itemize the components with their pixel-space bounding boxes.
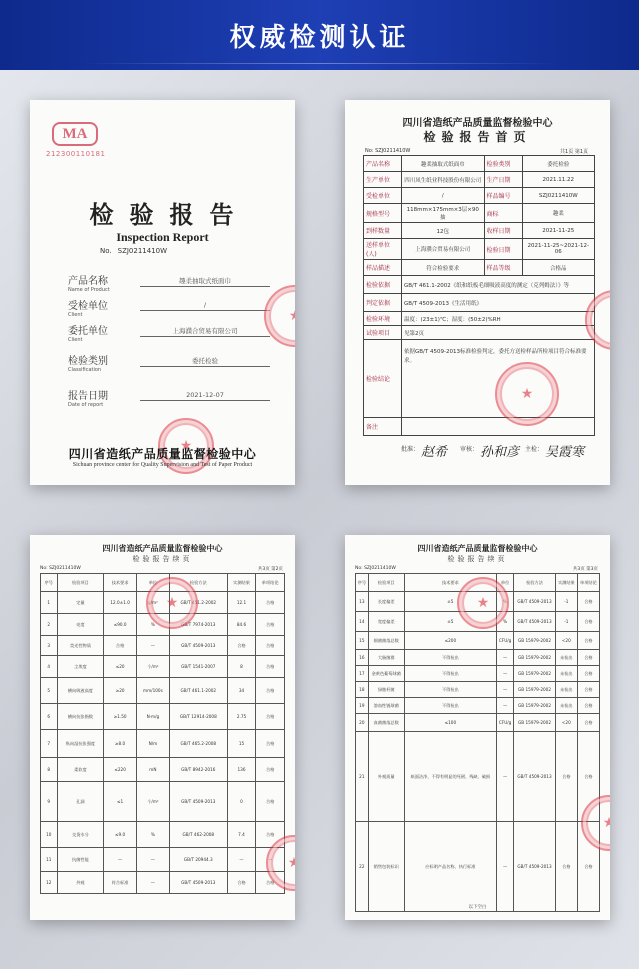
table-cell: GB/T 4509-2013 xyxy=(169,636,227,656)
table-cell: N/m xyxy=(136,730,169,758)
table-cell: 19 xyxy=(356,698,369,714)
table-cell: GB/T 7974-2013 xyxy=(169,614,227,636)
table-cell: — xyxy=(496,682,513,698)
table-row xyxy=(364,223,595,239)
table-cell: GB/T 4509-2013 xyxy=(169,782,227,822)
column-header: 序号 xyxy=(41,574,58,592)
table-cell: 亮度 xyxy=(57,614,104,636)
report-no: SZJ0211410W xyxy=(117,247,168,255)
field-classification xyxy=(68,352,268,373)
column-header: 检验方法 xyxy=(514,574,556,592)
table-cell: ≥20 xyxy=(104,678,137,704)
table-cell: 细菌菌落总数 xyxy=(368,632,404,650)
field-label-en: Client xyxy=(68,337,83,343)
table-row xyxy=(364,418,595,436)
cell-key: 生产日期 xyxy=(484,172,522,188)
column-header: 检验方法 xyxy=(169,574,227,592)
table-row xyxy=(41,782,285,822)
cell-value: 四川凤生纸业科技股份有限公司 xyxy=(402,172,485,188)
table-cell: 合格 xyxy=(577,822,599,912)
table-cell: GB 15979-2002 xyxy=(514,682,556,698)
table-cell: 合格 xyxy=(256,704,285,730)
table-row xyxy=(364,239,595,260)
table-cell: 外观 xyxy=(57,872,104,894)
table-cell: — xyxy=(136,636,169,656)
table-row xyxy=(41,848,285,872)
table-cell: ≥1.50 xyxy=(104,704,137,730)
table-cell: 销售包装标识 xyxy=(368,822,404,912)
cover-org-en: Sichuan province center for Quality Supervision and Test of Paper Product xyxy=(72,462,253,468)
table-row xyxy=(41,656,285,678)
field-label: 检验类别 xyxy=(68,356,108,367)
cell-value: 上海濮合贸易有限公司 xyxy=(402,239,485,260)
table-cell: 孔洞 xyxy=(57,782,104,822)
cover-report-no xyxy=(100,247,167,255)
table-cell: 长度偏差 xyxy=(368,592,404,612)
field-value: 委托检验 xyxy=(140,356,270,367)
table-cell: 合格 xyxy=(577,650,599,666)
table-cell: ≤20 xyxy=(104,656,137,678)
table-row xyxy=(356,666,600,682)
table-cell: 真菌菌落总数 xyxy=(368,714,404,732)
table-cell: 21 xyxy=(356,732,369,822)
table-cell: GB/T 465.2-2008 xyxy=(169,730,227,758)
table-row xyxy=(356,714,600,732)
table-cell: — xyxy=(496,698,513,714)
front-info-table xyxy=(363,155,595,436)
results-title: 四川省造纸产品质量监督检验中心 xyxy=(102,544,223,553)
table-cell: GB/T 12914-2008 xyxy=(169,704,227,730)
table-cell: % xyxy=(136,822,169,848)
cell-key: 生产单位 xyxy=(364,172,402,188)
cell-key: 判定依据 xyxy=(364,294,402,312)
table-cell: GB 15979-2002 xyxy=(514,698,556,714)
table-cell: — xyxy=(227,848,256,872)
red-seal xyxy=(457,577,509,629)
cma-number: 212300110181 xyxy=(46,150,106,158)
table-cell: 不得检出 xyxy=(404,650,496,666)
table-cell: 合格 xyxy=(104,636,137,656)
table-cell: 8 xyxy=(227,656,256,678)
table-cell: N·m/g xyxy=(136,704,169,730)
cell-value: / xyxy=(402,188,485,204)
cell-key: 样品编号 xyxy=(484,188,522,204)
table-cell: ≤220 xyxy=(104,758,137,782)
cell-key: 检验日期 xyxy=(484,239,522,260)
field-value: 2021-12-07 xyxy=(140,391,270,401)
table-cell: % xyxy=(136,614,169,636)
table-cell: % xyxy=(496,612,513,632)
table-cell: 4 xyxy=(41,656,58,678)
table-cell: GB/T 4509-2013 xyxy=(514,822,556,912)
table-row xyxy=(41,704,285,730)
table-cell: 合格 xyxy=(256,636,285,656)
table-cell: 金黄色葡萄球菌 xyxy=(368,666,404,682)
table-row xyxy=(364,156,595,172)
table-row xyxy=(364,204,595,223)
table-cell: <20 xyxy=(555,714,577,732)
table-cell: 136 xyxy=(227,758,256,782)
table-row xyxy=(41,678,285,704)
table-cell: g/m² xyxy=(136,592,169,614)
table-cell: CFU/g xyxy=(496,714,513,732)
cell-key: 检验依据 xyxy=(364,276,402,294)
cell-key: 检验环境 xyxy=(364,312,402,326)
table-cell: ≤100 xyxy=(404,714,496,732)
cell-value: 趣柔 xyxy=(522,204,594,223)
table-cell: 合格 xyxy=(555,822,577,912)
table-cell: 未检出 xyxy=(555,666,577,682)
table-cell: 合格 xyxy=(555,732,577,822)
table-cell: 合格 xyxy=(577,632,599,650)
table-row xyxy=(364,340,595,418)
table-cell: 不得检出 xyxy=(404,682,496,698)
table-cell: 84.6 xyxy=(227,614,256,636)
results-page-count: 共3页 第3页 xyxy=(572,567,598,572)
cell-key: 试验项目 xyxy=(364,326,402,340)
table-cell: 合格 xyxy=(227,636,256,656)
field-label: 受检单位 xyxy=(68,301,108,312)
table-cell: 未检出 xyxy=(555,698,577,714)
cell-value: 118mm×175mm×3层×90抽 xyxy=(402,204,485,223)
table-row xyxy=(41,758,285,782)
table-cell: — xyxy=(496,732,513,822)
results-subtitle: 检验报告续页 xyxy=(132,555,193,563)
table-cell: 定量 xyxy=(57,592,104,614)
table-row xyxy=(364,326,595,340)
table-row xyxy=(41,636,285,656)
table-cell: 15 xyxy=(227,730,256,758)
table-cell: GB/T 4509-2013 xyxy=(514,732,556,822)
results-report-no: No: SZJ0211410W xyxy=(40,566,81,571)
table-cell: 12.0±1.0 xyxy=(104,592,137,614)
cell-value: 2021-11-25~2021-12-06 xyxy=(522,239,594,260)
front-report-no: No: SZJ0211410W xyxy=(365,148,411,154)
table-cell: 12 xyxy=(41,872,58,894)
table-cell: — xyxy=(136,848,169,872)
table-row xyxy=(356,822,600,912)
table-cell: 18 xyxy=(356,682,369,698)
table-cell: 17 xyxy=(356,666,369,682)
cell-key: 受检单位 xyxy=(364,188,402,204)
table-cell: GB/T 20944.3 xyxy=(169,848,227,872)
column-header: 序号 xyxy=(356,574,369,592)
cell-value: 依据GB/T 4509-2013标准检验判定，委托方送检样品所检项目符合标准要求。 xyxy=(402,340,595,418)
front-title: 四川省造纸产品质量监督检验中心 xyxy=(402,118,553,129)
table-cell: 合格 xyxy=(256,782,285,822)
signature-approver: 赵希 xyxy=(421,445,448,460)
results-subtitle: 检验报告续页 xyxy=(447,555,508,563)
table-cell: -1 xyxy=(555,592,577,612)
table-row xyxy=(364,260,595,276)
table-row xyxy=(364,172,595,188)
table-cell: 荧光性物质 xyxy=(57,636,104,656)
table-cell: — xyxy=(496,650,513,666)
column-header: 实测结果 xyxy=(227,574,256,592)
field-value: 趣柔抽取式纸面巾 xyxy=(140,276,270,287)
table-cell: 16 xyxy=(356,650,369,666)
table-cell: 溶血性链球菌 xyxy=(368,698,404,714)
table-cell: GB/T 4509-2013 xyxy=(514,612,556,632)
front-subtitle: 检验报告首页 xyxy=(423,130,532,144)
field-inspected-unit xyxy=(68,297,268,318)
table-cell: 合格 xyxy=(577,682,599,698)
results-title: 四川省造纸产品质量监督检验中心 xyxy=(417,544,538,553)
table-cell: — xyxy=(496,822,513,912)
field-client xyxy=(68,322,268,343)
field-label-en: Name of Product xyxy=(68,287,110,293)
signature-reviewer: 孙和彦 xyxy=(480,445,520,460)
table-cell: 8 xyxy=(41,758,58,782)
field-label: 委托单位 xyxy=(68,326,108,337)
field-product xyxy=(68,272,268,293)
cell-value: 2021-11-25 xyxy=(522,223,594,239)
table-cell: — xyxy=(496,666,513,682)
column-header: 技术要求 xyxy=(104,574,137,592)
table-cell: -1 xyxy=(555,612,577,632)
table-cell: 合格 xyxy=(256,678,285,704)
table-cell: 外观质量 xyxy=(368,732,404,822)
table-cell: ≤9.0 xyxy=(104,822,137,848)
table-cell: ≤200 xyxy=(404,632,496,650)
table-cell: 未检出 xyxy=(555,650,577,666)
cell-value: 12包 xyxy=(402,223,485,239)
table-cell: 34 xyxy=(227,678,256,704)
table-cell: ≥8.0 xyxy=(104,730,137,758)
signature-inspector: 吴霞寒 xyxy=(545,445,585,460)
cell-key: 到样数量 xyxy=(364,223,402,239)
table-cell: 合格 xyxy=(227,872,256,894)
table-cell: ±5 xyxy=(404,612,496,632)
table-cell: 柔软度 xyxy=(57,758,104,782)
table-cell: GB 15979-2002 xyxy=(514,666,556,682)
table-row xyxy=(364,276,595,294)
table-cell: 2 xyxy=(41,614,58,636)
table-cell: — xyxy=(136,872,169,894)
table-cell: 纵向湿抗张强度 xyxy=(57,730,104,758)
cover-org: 四川省造纸产品质量监督检验中心 xyxy=(68,447,257,461)
cell-value: GB/T 461.1-2002《纸和纸板毛细吸液高度的测定（克列姆法）》等 xyxy=(402,276,595,294)
table-cell: ≤1 xyxy=(104,782,137,822)
cell-key: 检验类别 xyxy=(484,156,522,172)
table-cell: 13 xyxy=(356,592,369,612)
table-cell: 3 xyxy=(41,636,58,656)
sign-label: 批准： xyxy=(401,446,420,453)
table-cell: 20 xyxy=(356,714,369,732)
table-row xyxy=(356,698,600,714)
column-header: 单项结论 xyxy=(256,574,285,592)
table-cell: — xyxy=(256,848,285,872)
table-cell: GB/T 4509-2013 xyxy=(514,592,556,612)
table-cell: 合格 xyxy=(577,666,599,682)
cell-key: 样品等级 xyxy=(484,260,522,276)
column-header: 实测结果 xyxy=(555,574,577,592)
field-label-en: Date of report xyxy=(68,402,104,408)
table-cell: 合格 xyxy=(256,872,285,894)
cell-value xyxy=(402,418,595,436)
column-header: 单项结论 xyxy=(577,574,599,592)
field-label: 报告日期 xyxy=(68,391,108,402)
table-row xyxy=(356,650,600,666)
table-cell: 2.75 xyxy=(227,704,256,730)
field-label-en: Client xyxy=(68,312,83,318)
table-cell: 纸面洁净，不得有明显的死褶、残缺、破损 xyxy=(404,732,496,822)
table-cell: GB/T 451.2-2002 xyxy=(169,592,227,614)
table-cell: GB 15979-2002 xyxy=(514,650,556,666)
table-cell: 7 xyxy=(41,730,58,758)
table-cell: 不得检出 xyxy=(404,698,496,714)
banner-title: 权威检测认证 xyxy=(229,22,410,53)
table-cell: ±5 xyxy=(404,592,496,612)
cell-value: 合格品 xyxy=(522,260,594,276)
table-cell: 个/m² xyxy=(136,656,169,678)
cell-value: GB/T 4509-2013《生活用纸》 xyxy=(402,294,595,312)
red-seal xyxy=(146,577,198,629)
table-cell: 6 xyxy=(41,704,58,730)
cell-key: 备注 xyxy=(364,418,402,436)
table-cell: 14 xyxy=(356,612,369,632)
table-cell: 大肠菌群 xyxy=(368,650,404,666)
table-cell: 0 xyxy=(227,782,256,822)
table-cell: mm/100s xyxy=(136,678,169,704)
report-front-page[interactable] xyxy=(345,100,610,485)
table-cell: GB/T 8942-2016 xyxy=(169,758,227,782)
table-row xyxy=(41,822,285,848)
table-cell: 横向吸液高度 xyxy=(57,678,104,704)
cell-key: 检验结论 xyxy=(364,340,402,418)
cover-title: 检验报告 xyxy=(89,200,250,229)
table-cell: GB 15979-2002 xyxy=(514,632,556,650)
cell-value: SZJ0211410W xyxy=(522,188,594,204)
cell-value: 趣柔抽取式纸面巾 xyxy=(402,156,485,172)
table-row xyxy=(356,732,600,822)
table-cell: 1 xyxy=(41,592,58,614)
table-row xyxy=(364,312,595,326)
column-header: 单位 xyxy=(496,574,513,592)
results-footer: 以下空白 xyxy=(468,905,487,910)
table-cell: 合格 xyxy=(256,592,285,614)
table-cell: 合格 xyxy=(256,822,285,848)
column-header: 单位 xyxy=(136,574,169,592)
table-cell: GB/T 1541-2007 xyxy=(169,656,227,678)
front-page-count: 共1页 第1页 xyxy=(560,149,588,155)
field-value: / xyxy=(140,301,270,311)
field-report-date xyxy=(68,387,268,408)
table-cell: 绿脓杆菌 xyxy=(368,682,404,698)
cell-key: 商标 xyxy=(484,204,522,223)
table-cell: 交货水分 xyxy=(57,822,104,848)
cell-value: 2021.11.22 xyxy=(522,172,594,188)
table-cell: 合格 xyxy=(577,592,599,612)
column-header: 检验项目 xyxy=(368,574,404,592)
cover-title-en: Inspection Report xyxy=(116,230,209,244)
table-cell: 10 xyxy=(41,822,58,848)
cell-key: 样品描述 xyxy=(364,260,402,276)
table-cell: GB/T 461.1-2002 xyxy=(169,678,227,704)
table-cell: GB/T 4509-2013 xyxy=(169,872,227,894)
table-cell: CFU/g xyxy=(496,632,513,650)
table-cell: 合格 xyxy=(256,758,285,782)
table-cell: 尘埃度 xyxy=(57,656,104,678)
table-row xyxy=(41,730,285,758)
table-cell: 不得检出 xyxy=(404,666,496,682)
table-row xyxy=(356,682,600,698)
cell-value: 见第2页 xyxy=(402,326,595,340)
sign-label: 主检： xyxy=(525,446,544,453)
table-cell: <20 xyxy=(555,632,577,650)
report-cover[interactable] xyxy=(30,100,295,485)
cell-key: 规格型号 xyxy=(364,204,402,223)
red-seal xyxy=(495,362,559,426)
table-row xyxy=(364,294,595,312)
cell-value: 符合检验要求 xyxy=(402,260,485,276)
report-results-page-3[interactable] xyxy=(345,535,610,920)
table-cell: 7.4 xyxy=(227,822,256,848)
column-header: 技术要求 xyxy=(404,574,496,592)
report-results-page-2[interactable] xyxy=(30,535,295,920)
table-cell: 15 xyxy=(356,632,369,650)
table-cell: mN xyxy=(136,758,169,782)
cell-value: 温度：(23±1)℃；湿度：(50±2)%RH xyxy=(402,312,595,326)
table-cell: GB 15979-2002 xyxy=(514,714,556,732)
table-cell: 合格 xyxy=(577,714,599,732)
cma-logo: MA xyxy=(52,122,98,146)
table-row xyxy=(364,188,595,204)
table-cell: 12.1 xyxy=(227,592,256,614)
table-cell: 合格 xyxy=(577,732,599,822)
table-cell: % xyxy=(496,592,513,612)
field-label: 产品名称 xyxy=(68,276,108,287)
no-label: No. xyxy=(100,247,112,255)
sign-label: 审核： xyxy=(460,446,479,453)
table-cell: 11 xyxy=(41,848,58,872)
table-cell: 宽度偏差 xyxy=(368,612,404,632)
table-cell: 5 xyxy=(41,678,58,704)
table-cell: 合格 xyxy=(577,612,599,632)
column-header: 检验项目 xyxy=(57,574,104,592)
table-cell: 横向抗张指数 xyxy=(57,704,104,730)
field-value: 上海濮合贸易有限公司 xyxy=(140,326,270,337)
table-cell: — xyxy=(104,848,137,872)
results-page-count: 共3页 第2页 xyxy=(257,567,283,572)
table-cell: ≤90.0 xyxy=(104,614,137,636)
table-cell: 合格 xyxy=(577,698,599,714)
table-row xyxy=(41,872,285,894)
cell-key: 收样日期 xyxy=(484,223,522,239)
red-seal xyxy=(264,285,295,347)
table-cell: 合格 xyxy=(256,614,285,636)
table-cell: 符合标准 xyxy=(104,872,137,894)
cell-key: 送样单位(人) xyxy=(364,239,402,260)
table-cell: 抗菌性能 xyxy=(57,848,104,872)
table-cell: 未检出 xyxy=(555,682,577,698)
cell-value: 委托检验 xyxy=(522,156,594,172)
table-cell: 合格 xyxy=(256,656,285,678)
table-cell: 应标明产品名称、执行标准 xyxy=(404,822,496,912)
field-label-en: Classification xyxy=(68,367,102,373)
banner xyxy=(0,0,639,70)
cell-key: 产品名称 xyxy=(364,156,402,172)
table-cell: GB/T 462-2008 xyxy=(169,822,227,848)
results-report-no: No: SZJ0211410W xyxy=(355,566,396,571)
table-cell: 9 xyxy=(41,782,58,822)
table-cell: 个/m² xyxy=(136,782,169,822)
table-row xyxy=(356,632,600,650)
table-cell: 22 xyxy=(356,822,369,912)
table-cell: 合格 xyxy=(256,730,285,758)
